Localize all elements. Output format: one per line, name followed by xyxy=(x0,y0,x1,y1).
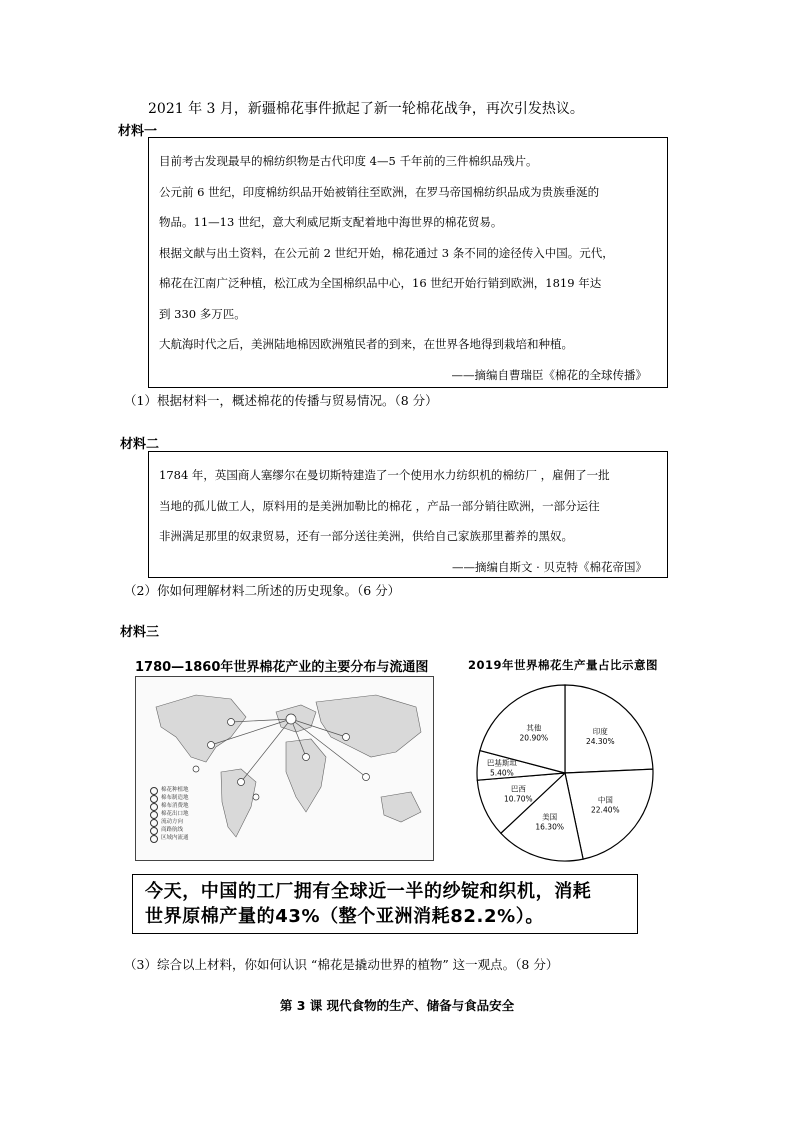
pie-slice-label: 中国 xyxy=(597,795,613,805)
legend-item: 棉布消费地 xyxy=(150,803,189,811)
material1-para: 公元前 6 世纪，印度棉纺织品开始被销往至欧洲，在罗马帝国棉纺织品成为贵族垂涎的 xyxy=(159,184,600,199)
legend-item: 棉花出口地 xyxy=(150,811,189,819)
material1-para: 根据文献与出土资料，在公元前 2 世纪开始，棉花通过 3 条不同的途径传入中国。元代， xyxy=(159,245,614,260)
legend-item: 流动方向 xyxy=(150,819,189,827)
pie-slice-label: 巴基斯坦 xyxy=(486,758,517,768)
material1-box xyxy=(148,137,668,388)
material2-box xyxy=(148,451,668,578)
map-legend xyxy=(150,787,189,843)
pie-slice-label: 美国 xyxy=(542,812,558,822)
material2-source: ——摘编自斯文 · 贝克特《棉花帝国》 xyxy=(452,559,647,574)
china-cotton-statement xyxy=(132,874,638,934)
question-3: （3）综合以上材料，你如何认识 “棉花是撬动世界的植物” 这一观点。（8 分） xyxy=(124,957,559,972)
statement-line-1: 今天，中国的工厂拥有全球近一半的纱锭和织机，消耗 xyxy=(145,881,592,902)
material1-label: 材料一 xyxy=(118,124,158,139)
pie-chart-title: 2019年世界棉花生产量占比示意图 xyxy=(468,658,659,672)
pie-slice-value: 5.40% xyxy=(489,768,514,778)
intro-text: 2021 年 3 月，新疆棉花事件掀起了新一轮棉花战争，再次引发热议。 xyxy=(148,101,584,117)
material2-label: 材料二 xyxy=(120,437,160,452)
pie-slice-value: 16.30% xyxy=(535,822,564,832)
map-title: 1780—1860年世界棉花产业的主要分布与流通图 xyxy=(135,660,429,675)
legend-item: 商路航线 xyxy=(150,827,189,835)
pie-slice-label: 巴西 xyxy=(510,784,526,794)
legend-item: 区域内流通 xyxy=(150,835,189,843)
pie-slice-value: 10.70% xyxy=(504,794,533,804)
material3-label: 材料三 xyxy=(120,625,160,640)
pie-slice-value: 24.30% xyxy=(585,737,615,747)
cotton-production-pie-chart xyxy=(470,678,660,868)
legend-item: 棉布制造地 xyxy=(150,795,189,803)
pie-slice-value: 20.90% xyxy=(519,733,549,743)
question-2: （2）你如何理解材料二所述的历史现象。（6 分） xyxy=(124,583,401,598)
material1-para: 物品。11—13 世纪，意大利威尼斯支配着地中海世界的棉花贸易。 xyxy=(159,215,503,229)
legend-item: 棉花种植地 xyxy=(150,787,189,795)
material1-para: 到 330 多万匹。 xyxy=(159,306,246,321)
lesson-title: 第 3 课 现代食物的生产、储备与食品安全 xyxy=(279,998,515,1013)
material2-para: 1784 年，英国商人塞缪尔在曼切斯特建造了一个使用水力纺织机的棉纺厂 ，雇佣了一批 xyxy=(159,468,610,482)
pie-slice-0 xyxy=(565,685,653,773)
material1-source: ——摘编自曹瑞臣《棉花的全球传播》 xyxy=(451,367,647,382)
pie-slice-value: 22.40% xyxy=(591,805,620,815)
material2-para: 当地的孤儿做工人，原料用的是美洲加勒比的棉花 ，产品一部分销往欧洲，一部分运往 xyxy=(159,498,600,513)
material1-para: 目前考古发现最早的棉纺织物是古代印度 4—5 千年前的三件棉织品残片。 xyxy=(159,154,538,168)
statement-line-2: 世界原棉产量的43%（整个亚洲消耗82.2%）。 xyxy=(145,906,544,927)
material2-para: 非洲满足那里的奴隶贸易，还有一部分送往美洲，供给自己家族那里蓄养的黑奴。 xyxy=(159,529,573,543)
material1-para: 棉花在江南广泛种植，松江成为全国棉织品中心，16 世纪开始行销到欧洲，1819 年达 xyxy=(159,276,602,290)
material1-para: 大航海时代之后，美洲陆地棉因欧洲殖民者的到来，在世界各地得到栽培和种植。 xyxy=(159,337,573,351)
pie-slice-label: 印度 xyxy=(592,727,608,737)
question-1: （1）根据材料一，概述棉花的传播与贸易情况。（8 分） xyxy=(124,393,438,408)
pie-slice-label: 其他 xyxy=(526,723,542,733)
